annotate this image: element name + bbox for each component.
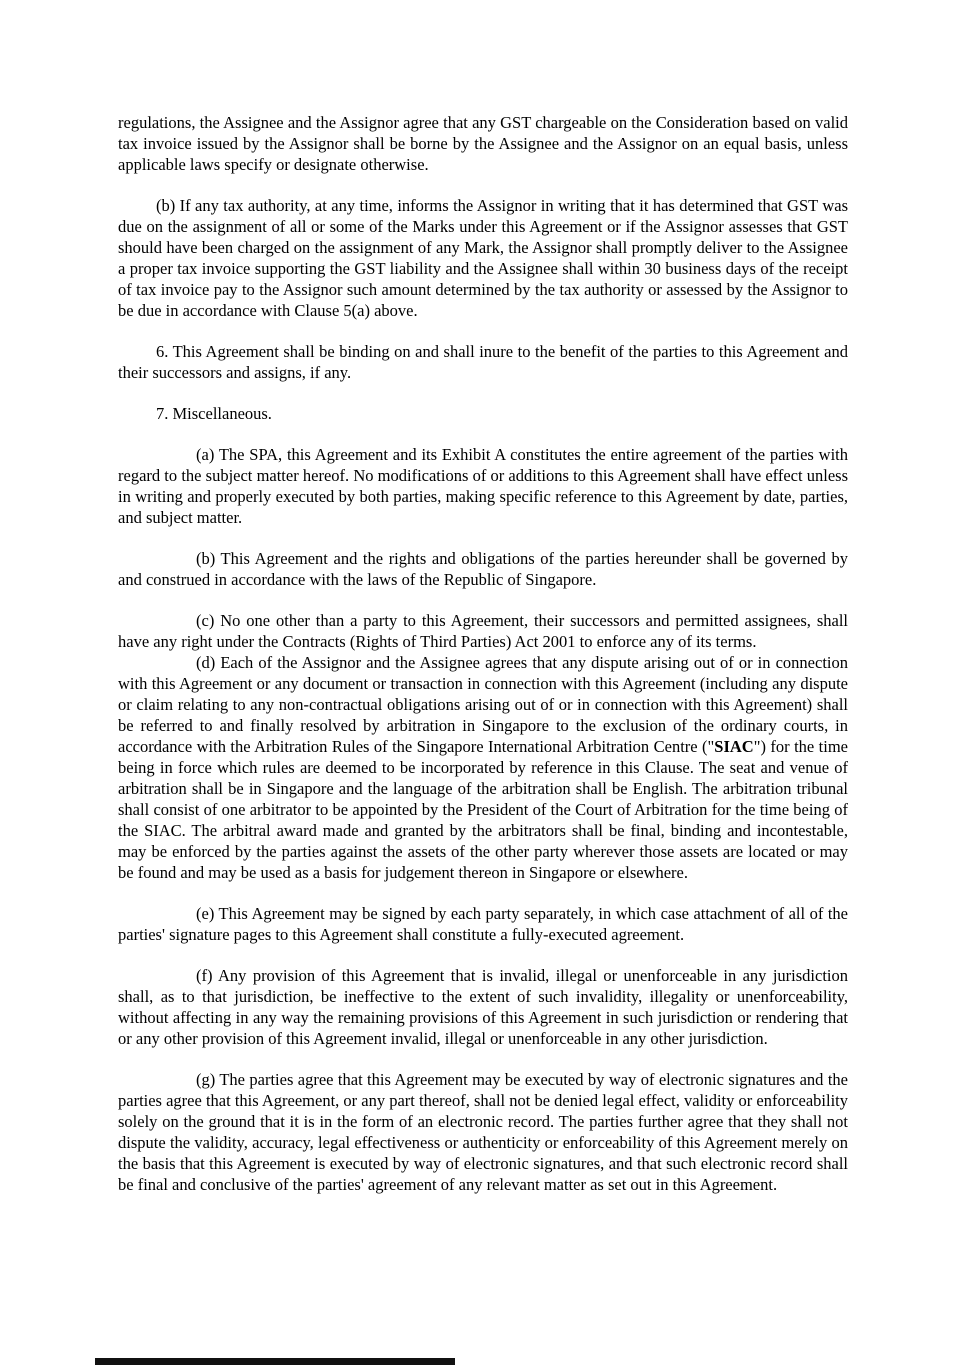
paragraph-gst-sharing-continuation: regulations, the Assignee and the Assignor agree that any GST chargeable on the Consideration based on valid tax invoice issued by the Assignor shall be borne by the Assignee and the Assignor on an equal basis, unless applicable laws specify or designate otherwise. bbox=[118, 113, 848, 174]
paragraph-clause-7c-third-parties: (c) No one other than a party to this Agreement, their successors and permitted assignees, shall have any right under the Contracts (Rights of Third Parties) Act 2001 to enforce any of its terms. bbox=[118, 611, 848, 651]
siac-abbreviation: SIAC bbox=[714, 737, 754, 756]
paragraph-clause-7e-counterparts: (e) This Agreement may be signed by each party separately, in which case attachment of all of the parties' signature pages to this Agreement shall constitute a fully-executed agreement. bbox=[118, 904, 848, 944]
paragraph-clause-7-miscellaneous-heading: 7. Miscellaneous. bbox=[156, 404, 272, 423]
paragraph-clause-6-binding: 6. This Agreement shall be binding on and shall inure to the benefit of the parties to this Agreement and their successors and assigns, if any. bbox=[118, 342, 848, 382]
paragraph-clause-7f-severability: (f) Any provision of this Agreement that is invalid, illegal or unenforceable in any jurisdiction shall, as to that jurisdiction, be ineffective to the extent of such invalidity, illegality or unenforceability, without affecting in any way the remaining provisions of this Agreement in such jurisdiction or rendering that or any other provision of this Agreement invalid, illegal or unenforceable in any other jurisdiction. bbox=[118, 966, 848, 1048]
paragraph-clause-7a-entire-agreement: (a) The SPA, this Agreement and its Exhibit A constitutes the entire agreement of the parties with regard to the subject matter hereof. No modifications of or additions to this Agreement shall have effect unless in writing and properly executed by both parties, making specific reference to this Agreement by date, parties, and subject matter. bbox=[118, 445, 848, 527]
paragraph-clause-7b-governing-law: (b) This Agreement and the rights and obligations of the parties hereunder shall be governed by and construed in accordance with the laws of the Republic of Singapore. bbox=[118, 549, 848, 589]
paragraph-7d-text-before-siac: (d) Each of the Assignor and the Assignee agrees that any dispute arising out of or in connection with this Agreement or any document or transaction in connection with this Agreement (including any dispute or claim relating to any non-contractual obligations arising out of or in connection with this Agreement) shall be referred to and finally resolved by arbitration in Singapore to the exclusion of the ordinary courts, in accordance with the Arbitration Rules of the Singapore International Arbitration Centre (" bbox=[118, 653, 848, 756]
paragraph-7d-text-after-siac: ") for the time being in force which rules are deemed to be incorporated by reference in this Clause. The seat and venue of arbitration shall be in Singapore and the language of the arbitration shall be English. The arbitration tribunal shall consist of one arbitrator to be appointed by the President of the Court of Arbitration for the time being of the SIAC. The arbitral award made and granted by the arbitrators shall be final, binding and incontestable, may be enforced by the parties against the assets of the other party wherever those assets are located or may be found and may be used as a basis for judgement thereon in Singapore or elsewhere. bbox=[118, 737, 849, 882]
document-body bbox=[118, 112, 848, 1215]
paragraph-clause-7d-arbitration bbox=[118, 652, 848, 883]
paragraph-clause-5b-tax-authority: (b) If any tax authority, at any time, informs the Assignor in writing that it has determined that GST was due on the assignment of all or some of the Marks under this Agreement or if the Assignor assesses that GST should have been charged on the assignment of any Mark, the Assignor shall promptly deliver to the Assignee a proper tax invoice supporting the GST liability and the Assignee shall within 30 business days of the receipt of tax invoice pay to the Assignor such amount determined by the tax authority or assessed by the Assignor to be due in accordance with Clause 5(a) above. bbox=[118, 196, 848, 320]
bottom-edge-artifact bbox=[95, 1358, 455, 1365]
paragraph-clause-7g-electronic-signatures: (g) The parties agree that this Agreement may be executed by way of electronic signatures and the parties agree that this Agreement, or any part thereof, shall not be denied legal effect, validity or enforceability solely on the ground that it is in the form of an electronic record. The parties further agree that they shall not dispute the validity, accuracy, legal effectiveness or authenticity or enforceability of this Agreement merely on the basis that this Agreement is executed by way of electronic signatures, and that such electronic record shall be final and conclusive of the parties' agreement of any relevant matter as set out in this Agreement. bbox=[118, 1070, 848, 1194]
